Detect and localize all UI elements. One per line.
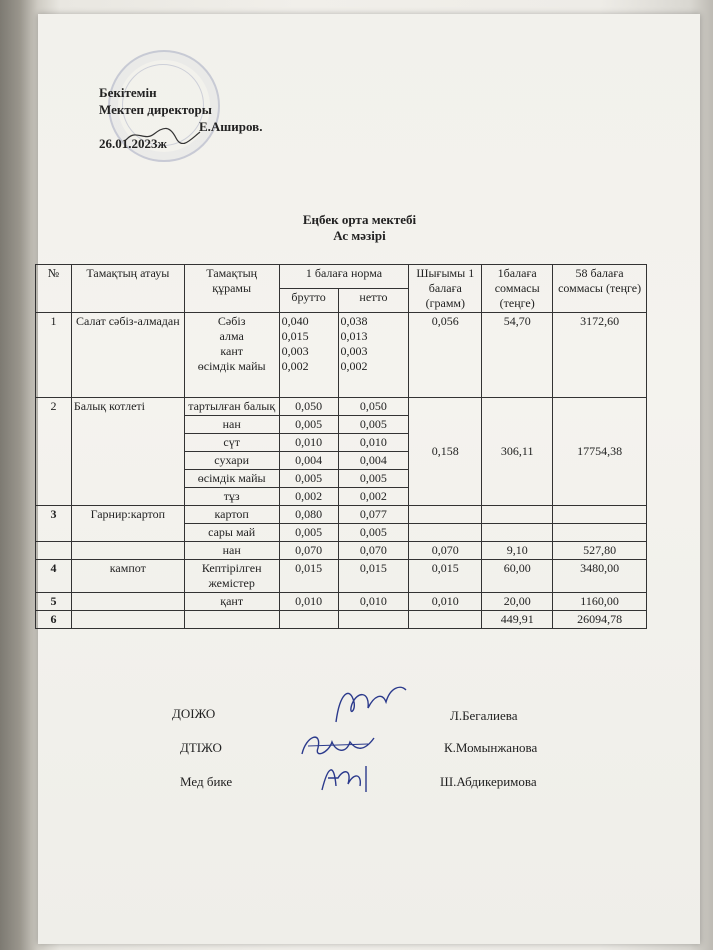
header-name: Тамақтың атауы	[71, 265, 184, 313]
row-name-empty	[71, 611, 184, 629]
row-brutto: 0,005	[279, 416, 338, 434]
header-sum58: 58 балаға соммасы (теңге)	[553, 265, 647, 313]
approval-director-name: Е.Аширов.	[199, 119, 263, 134]
row-brutto: 0,010	[279, 434, 338, 452]
row-sum58-empty	[553, 506, 647, 524]
row-sum58-empty	[553, 524, 647, 542]
row-num: 6	[36, 611, 72, 629]
row-sum58: 527,80	[553, 542, 647, 560]
row-brutto: 0,004	[279, 452, 338, 470]
row-sum58: 3480,00	[553, 560, 647, 593]
row-sum58: 17754,38	[553, 398, 647, 506]
signature-scribble-3	[318, 756, 378, 796]
row-netto: 0,070	[338, 542, 409, 560]
row-name: Балық котлеті	[71, 398, 184, 506]
row-brutto: 0,040 0,015 0,003 0,002	[279, 313, 338, 398]
header-netto: нетто	[338, 289, 409, 313]
row-netto: 0,002	[338, 488, 409, 506]
total-sum58: 26094,78	[553, 611, 647, 629]
signature-name: Ш.Абдикеримова	[440, 774, 537, 789]
row-brutto: 0,005	[279, 470, 338, 488]
menu-title: Ас мәзірі	[333, 228, 386, 243]
row-name: Салат сәбіз-алмадан	[71, 313, 184, 398]
row-items: қант	[184, 593, 279, 611]
row-netto-empty	[338, 611, 409, 629]
row-item: тұз	[184, 488, 279, 506]
table-row	[36, 593, 647, 611]
row-netto: 0,005	[338, 416, 409, 434]
header-yield: Шығымы 1 балаға (грамм)	[409, 265, 482, 313]
table-row	[36, 313, 647, 398]
row-items: Сәбіз алма кант өсімдік майы	[184, 313, 279, 398]
header-num: №	[36, 265, 72, 313]
row-num: 4	[36, 560, 72, 593]
row-yield-empty	[409, 611, 482, 629]
row-netto: 0,004	[338, 452, 409, 470]
row-item: нан	[184, 542, 279, 560]
row-sum1: 54,70	[482, 313, 553, 398]
approval-position: Мектеп директоры	[99, 102, 212, 117]
row-items-empty	[184, 611, 279, 629]
table-header-row	[36, 265, 647, 289]
row-name-empty	[71, 542, 184, 560]
row-sum1-empty	[482, 524, 553, 542]
table-row	[36, 560, 647, 593]
row-name	[71, 593, 184, 611]
row-item: сухари	[184, 452, 279, 470]
table-row	[36, 506, 647, 524]
row-item: өсімдік майы	[184, 470, 279, 488]
row-sum1: 306,11	[482, 398, 553, 506]
row-sum58: 1160,00	[553, 593, 647, 611]
approval-date: 26.01.2023ж	[99, 136, 167, 151]
row-item: сары май	[184, 524, 279, 542]
table-total-row	[36, 611, 647, 629]
row-name: кампот	[71, 560, 184, 593]
row-netto: 0,005	[338, 524, 409, 542]
approval-block	[99, 84, 262, 152]
row-yield-empty	[409, 524, 482, 542]
row-sum1-empty	[482, 506, 553, 524]
row-item: тартылған балық	[184, 398, 279, 416]
row-num: 2	[36, 398, 72, 506]
menu-table	[35, 264, 647, 629]
row-item: нан	[184, 416, 279, 434]
row-item: сүт	[184, 434, 279, 452]
row-brutto: 0,080	[279, 506, 338, 524]
row-brutto: 0,015	[279, 560, 338, 593]
row-netto: 0,010	[338, 593, 409, 611]
row-yield: 0,010	[409, 593, 482, 611]
row-brutto: 0,010	[279, 593, 338, 611]
row-num: 3	[36, 506, 72, 542]
row-yield: 0,070	[409, 542, 482, 560]
signature-name: Л.Бегалиева	[450, 708, 518, 723]
row-sum1: 20,00	[482, 593, 553, 611]
row-sum1: 9,10	[482, 542, 553, 560]
row-sum58: 3172,60	[553, 313, 647, 398]
table-row	[36, 398, 647, 416]
row-netto: 0,077	[338, 506, 409, 524]
table-subrow	[36, 542, 647, 560]
signature-role: Мед бике	[180, 774, 233, 789]
signature-role: ДТІЖО	[180, 740, 222, 755]
row-yield-empty	[409, 506, 482, 524]
school-name: Еңбек орта мектебі	[302, 212, 417, 227]
row-yield: 0,015	[409, 560, 482, 593]
row-netto: 0,050	[338, 398, 409, 416]
row-brutto-empty	[279, 611, 338, 629]
row-sum1: 60,00	[482, 560, 553, 593]
total-sum1: 449,91	[482, 611, 553, 629]
row-item: картоп	[184, 506, 279, 524]
row-num: 5	[36, 593, 72, 611]
signature-name: К.Момынжанова	[444, 740, 538, 755]
header-brutto: брутто	[279, 289, 338, 313]
row-netto: 0,015	[338, 560, 409, 593]
signature-role: ДОІЖО	[172, 706, 216, 721]
row-brutto: 0,002	[279, 488, 338, 506]
document-title	[0, 212, 713, 244]
row-brutto: 0,005	[279, 524, 338, 542]
row-netto: 0,005	[338, 470, 409, 488]
approval-heading: Бекітемін	[99, 85, 157, 100]
row-items: Кептірілген жемістер	[184, 560, 279, 593]
row-num: 1	[36, 313, 72, 398]
signature-scribble-1	[330, 682, 410, 730]
row-netto: 0,038 0,013 0,003 0,002	[338, 313, 409, 398]
row-yield: 0,056	[409, 313, 482, 398]
header-sum1: 1балаға соммасы (теңге)	[482, 265, 553, 313]
row-yield: 0,158	[409, 398, 482, 506]
row-brutto: 0,050	[279, 398, 338, 416]
row-num-empty	[36, 542, 72, 560]
header-composition: Тамақтың құрамы	[184, 265, 279, 313]
row-name: Гарнир:картоп	[71, 506, 184, 542]
row-netto: 0,010	[338, 434, 409, 452]
row-brutto: 0,070	[279, 542, 338, 560]
header-norm: 1 балаға норма	[279, 265, 409, 289]
